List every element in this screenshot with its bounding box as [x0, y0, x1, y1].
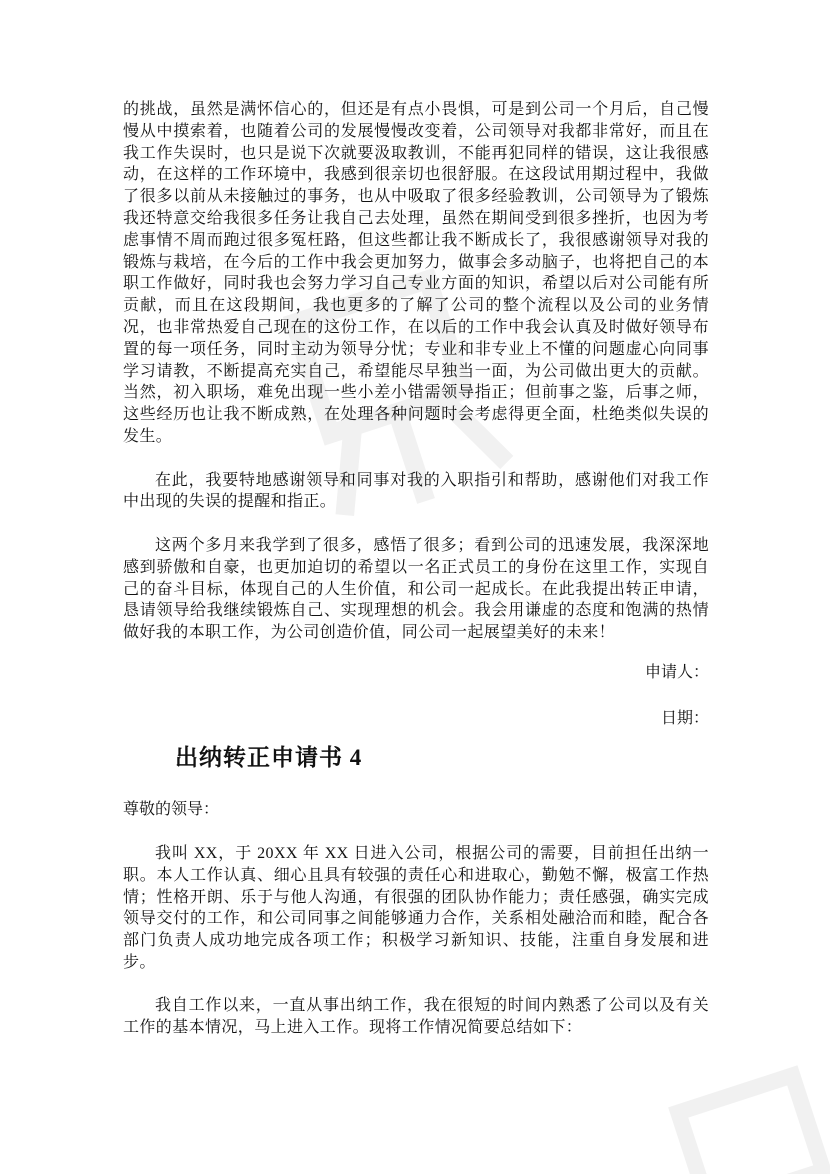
applicant-label: 申请人：	[644, 663, 709, 681]
paragraph-continuation: 的挑战，虽然是满怀信心的，但还是有点小畏惧，可是到公司一个月后，自己慢慢从中摸索着，也随着公司的发展慢慢改变着，公司领导对我都非常好，而且在我工作失误时，也只是说下次就要汲取教训，不能再犯同样的错误，这让我很感动，在这样的工作环境中，我感到很亲切也很舒服。在这段试用期过程中，我做了很多以前从未接触过的事务，也从中吸取了很多经验教训，公司领导为了锻炼我还特意交给我很多任务让我自己去处理，虽然在期间受到很多挫折，也因为考虑事情不周而跑过很多冤枉路，但这些都让我不断成长了，我很感谢领导对我的锻炼与栽培，在今后的工作中我会更加努力，做事会多动脑子，也将把自己的本职工作做好，同时我也会努力学习自己专业方面的知识，希望以后对公司能有所贡献，而且在这段期间，我也更多的了解了公司的整个流程以及公司的业务情况，也非常热爱自己现在的这份工作，在以后的工作中我会认真及时做好领导布置的每一项任务，同时主动为领导分忧；专业和非专业上不懂的问题虚心向同事学习请教，不断提高充实自己，希望能尽早独当一面，为公司做出更大的贡献。当然，初入职场，难免出现一些小差小错需领导指正；但前事之鉴，后事之师，这些经历也让我不断成熟，在处理各种问题时会考虑得更全面，杜绝类似失误的发生。	[123, 101, 709, 445]
paragraph-request: 这两个多月来我学到了很多，感悟了很多；看到公司的迅速发展，我深深地感到骄傲和自豪，也更加迫切的希望以一名正式员工的身份在这里工作，实现自己的奋斗目标，体现自己的人生价值，和公司一起成长。在此我提出转正申请，恳请领导给我继续锻炼自己、实现理想的机会。我会用谦虚的态度和饱满的热情做好我的本职工作，为公司创造价值，同公司一起展望美好的未来！	[123, 536, 709, 642]
paragraph-thanks: 在此，我要特地感谢领导和同事对我的入职指引和帮助，感谢他们对我工作中出现的失误的提醒和指正。	[123, 471, 709, 511]
date-label: 日期：	[660, 709, 709, 727]
document-body	[123, 99, 709, 1061]
salutation: 尊敬的领导：	[123, 801, 220, 819]
paragraph-summary-lead: 我自工作以来，一直从事出纳工作，我在很短的时间内熟悉了公司以及有关工作的基本情况，马上进入工作。现将工作情况简要总结如下：	[123, 997, 709, 1037]
paragraph-introduction: 我叫 XX，于 20XX 年 XX 日进入公司，根据公司的需要，目前担任出纳一职。本人工作认真、细心且具有较强的责任心和进取心，勤勉不懈，极富工作热情；性格开朗、乐于与他人沟通，有很强的团队协作能力；责任感强，确实完成领导交付的工作，和公司同事之间能够通力合作，关系相处融洽而和睦，配合各部门负责人成功地完成各项工作；积极学习新知识、技能，注重自身发展和进步。	[123, 844, 709, 971]
section-title: 出纳转正申请书 4	[175, 745, 363, 771]
